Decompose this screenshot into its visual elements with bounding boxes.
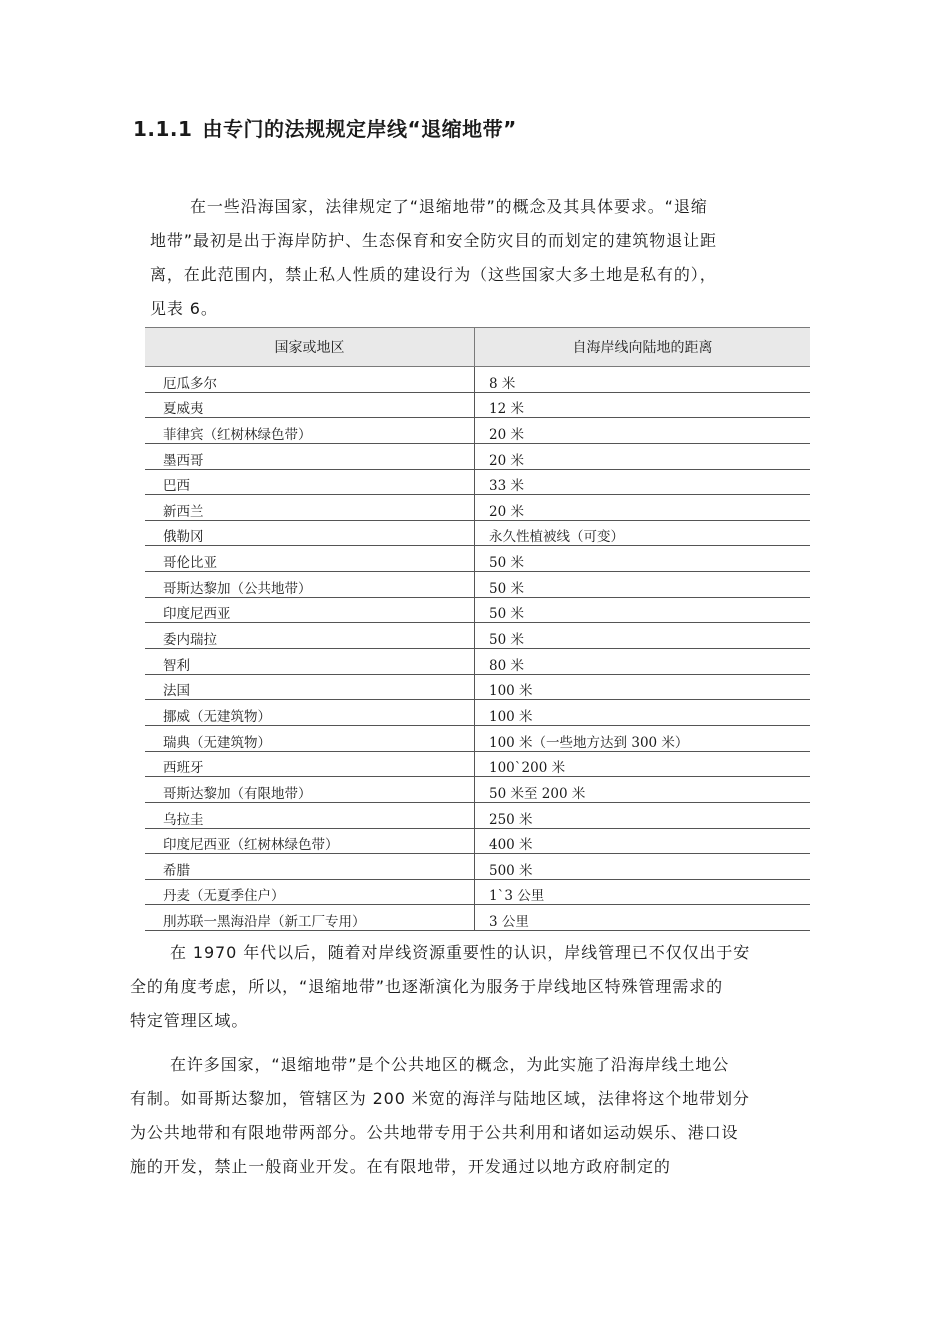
distance-cell: 100 米 xyxy=(475,674,811,700)
table-row xyxy=(145,443,810,469)
country-cell: 印度尼西亚（红树林绿色带） xyxy=(145,828,475,854)
table-row xyxy=(145,546,810,572)
table-row xyxy=(145,623,810,649)
table-row xyxy=(145,777,810,803)
table-row xyxy=(145,802,810,828)
table-row xyxy=(145,879,810,905)
country-cell: 夏威夷 xyxy=(145,392,475,418)
table-row xyxy=(145,905,810,931)
table-row xyxy=(145,469,810,495)
country-cell: 菲律宾（红树林绿色带） xyxy=(145,418,475,444)
table-row xyxy=(145,751,810,777)
distance-cell: 400 米 xyxy=(475,828,811,854)
country-cell: 西班牙 xyxy=(145,751,475,777)
table-row xyxy=(145,828,810,854)
section-heading xyxy=(133,113,517,142)
country-cell: 智利 xyxy=(145,649,475,675)
distance-cell: 20 米 xyxy=(475,418,811,444)
country-cell: 哥斯达黎加（有限地带） xyxy=(145,777,475,803)
country-cell: 俄勒冈 xyxy=(145,520,475,546)
header-country: 国家或地区 xyxy=(145,328,475,367)
country-cell: 瑞典（无建筑物） xyxy=(145,725,475,751)
country-cell: 委内瑞拉 xyxy=(145,623,475,649)
paragraph-line: 施的开发，禁止一般商业开发。在有限地带，开发通过以地方政府制定的 xyxy=(130,1157,671,1176)
table-row xyxy=(145,418,810,444)
country-cell: 哥斯达黎加（公共地带） xyxy=(145,572,475,598)
country-cell: 乌拉圭 xyxy=(145,802,475,828)
country-cell: 刖苏联一黑海沿岸（新工厂专用） xyxy=(145,905,475,931)
distance-cell: 1`3 公里 xyxy=(475,879,811,905)
table-row xyxy=(145,495,810,521)
header-distance: 自海岸线向陆地的距离 xyxy=(475,328,811,367)
paragraph-line: 有制。如哥斯达黎加，管辖区为 200 米宽的海洋与陆地区域，法律将这个地带划分 xyxy=(130,1089,750,1108)
distance-cell: 500 米 xyxy=(475,854,811,880)
distance-cell: 50 米 xyxy=(475,546,811,572)
distance-cell: 3 公里 xyxy=(475,905,811,931)
table-row xyxy=(145,700,810,726)
paragraph-line: 见表 6。 xyxy=(150,299,218,318)
paragraph-line: 为公共地带和有限地带两部分。公共地带专用于公共利用和诸如运动娱乐、港口设 xyxy=(130,1123,739,1142)
distance-cell: 20 米 xyxy=(475,443,811,469)
distance-cell: 80 米 xyxy=(475,649,811,675)
intro-paragraph xyxy=(150,190,810,326)
paragraph-line: 在一些沿海国家，法律规定了“退缩地带”的概念及其具体要求。“退缩 xyxy=(190,197,708,216)
country-cell: 丹麦（无夏季住户） xyxy=(145,879,475,905)
section-title: 由专门的法规规定岸线“退缩地带” xyxy=(202,117,517,141)
history-paragraph xyxy=(130,936,830,1038)
table-header-row xyxy=(145,328,810,367)
distance-cell: 100 米（一些地方达到 300 米） xyxy=(475,725,811,751)
table-row xyxy=(145,392,810,418)
country-cell: 印度尼西亚 xyxy=(145,597,475,623)
paragraph-line: 地带”最初是出于海岸防护、生态保育和安全防灾目的而划定的建筑物退让距 xyxy=(150,231,717,250)
distance-cell: 永久性植被线（可变） xyxy=(475,520,811,546)
table-row xyxy=(145,367,810,393)
paragraph-line: 在许多国家，“退缩地带”是个公共地区的概念，为此实施了沿海岸线土地公 xyxy=(170,1055,730,1074)
country-cell: 厄瓜多尔 xyxy=(145,367,475,393)
table-row xyxy=(145,649,810,675)
table-row xyxy=(145,597,810,623)
table-row xyxy=(145,520,810,546)
distance-cell: 50 米 xyxy=(475,597,811,623)
country-cell: 新西兰 xyxy=(145,495,475,521)
country-cell: 希腊 xyxy=(145,854,475,880)
paragraph-line: 在 1970 年代以后，随着对岸线资源重要性的认识，岸线管理已不仅仅出于安 xyxy=(170,943,751,962)
distance-cell: 8 米 xyxy=(475,367,811,393)
paragraph-line: 特定管理区域。 xyxy=(130,1011,249,1030)
public-land-paragraph xyxy=(130,1048,830,1184)
setback-zone-table xyxy=(145,327,810,931)
distance-cell: 50 米至 200 米 xyxy=(475,777,811,803)
paragraph-line: 离，在此范围内，禁止私人性质的建设行为（这些国家大多土地是私有的）， xyxy=(150,265,717,284)
country-cell: 巴西 xyxy=(145,469,475,495)
distance-cell: 100 米 xyxy=(475,700,811,726)
distance-cell: 50 米 xyxy=(475,572,811,598)
country-cell: 墨西哥 xyxy=(145,443,475,469)
country-cell: 法国 xyxy=(145,674,475,700)
distance-cell: 100`200 米 xyxy=(475,751,811,777)
distance-cell: 33 米 xyxy=(475,469,811,495)
distance-cell: 20 米 xyxy=(475,495,811,521)
table-row xyxy=(145,572,810,598)
table-row xyxy=(145,725,810,751)
distance-cell: 50 米 xyxy=(475,623,811,649)
country-cell: 挪威（无建筑物） xyxy=(145,700,475,726)
distance-cell: 12 米 xyxy=(475,392,811,418)
paragraph-line: 全的角度考虑，所以，“退缩地带”也逐渐演化为服务于岸线地区特殊管理需求的 xyxy=(130,977,723,996)
table-row xyxy=(145,674,810,700)
country-cell: 哥伦比亚 xyxy=(145,546,475,572)
distance-cell: 250 米 xyxy=(475,802,811,828)
table-row xyxy=(145,854,810,880)
section-number: 1.1.1 xyxy=(133,117,193,141)
